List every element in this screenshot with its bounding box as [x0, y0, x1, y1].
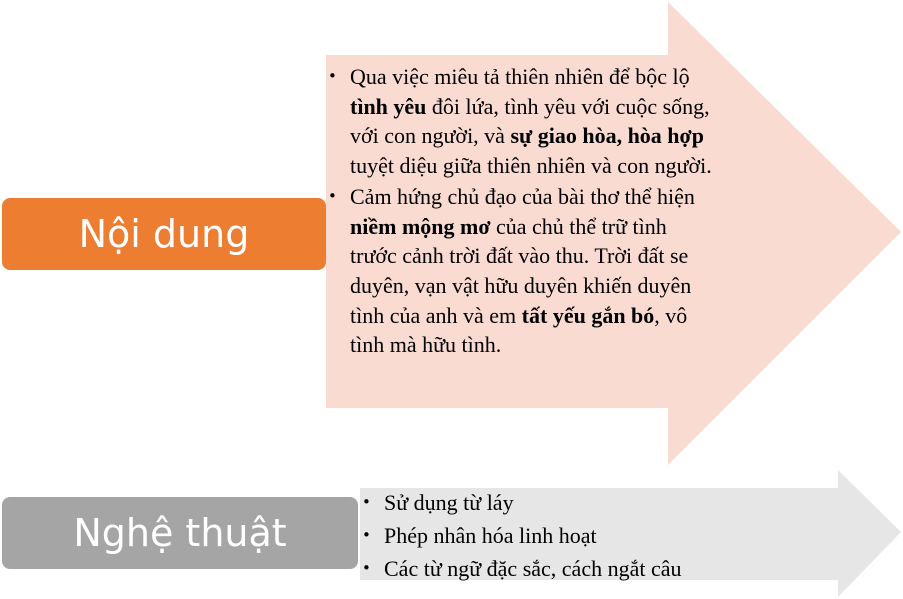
art-label-box	[2, 497, 358, 569]
content-bullet-list	[328, 62, 718, 361]
content-bullet-1-text-b: đôi lứa, tình yêu với cuộc sống, với con người, và	[350, 93, 710, 149]
content-bullet-2-bold-b: tất yếu gắn bó	[521, 302, 655, 328]
content-label: Nội dung	[78, 212, 250, 256]
art-bullet-3: • Các từ ngữ đặc sắc, cách ngắt câu	[362, 552, 802, 585]
content-bullet-2	[328, 182, 718, 360]
content-bullet-1	[328, 62, 718, 181]
art-bullet-1: • Sử dụng từ láy	[362, 486, 802, 519]
content-bullet-2-text-b: của chủ thể trữ tình trước cảnh trời đất vào thu. Trời đất se duyên, vạn vật hữu duyên khiến duyên tình của anh và em	[350, 213, 692, 328]
content-bullet-2-text-c: , vô tình mà hữu tình.	[350, 302, 688, 358]
content-bullet-1-text-c: tuyệt diệu giữa thiên nhiên và con người.	[350, 153, 712, 179]
content-bullet-1-bold-b: sự giao hòa, hòa hợp	[510, 123, 704, 149]
content-bullet-1-bold-a: tình yêu	[350, 93, 427, 119]
content-bullet-1-text-a: Qua việc miêu tả thiên nhiên để bộc lộ	[350, 64, 690, 89]
art-label: Nghệ thuật	[73, 511, 287, 555]
art-bullet-2: • Phép nhân hóa linh hoạt	[362, 519, 802, 552]
content-bullet-2-text-a: Cảm hứng chủ đạo của bài thơ thể hiện	[350, 183, 695, 209]
art-bullet-list	[362, 486, 802, 585]
content-bullet-2-bold-a: niềm mộng mơ	[350, 213, 491, 239]
content-label-box	[2, 198, 326, 270]
